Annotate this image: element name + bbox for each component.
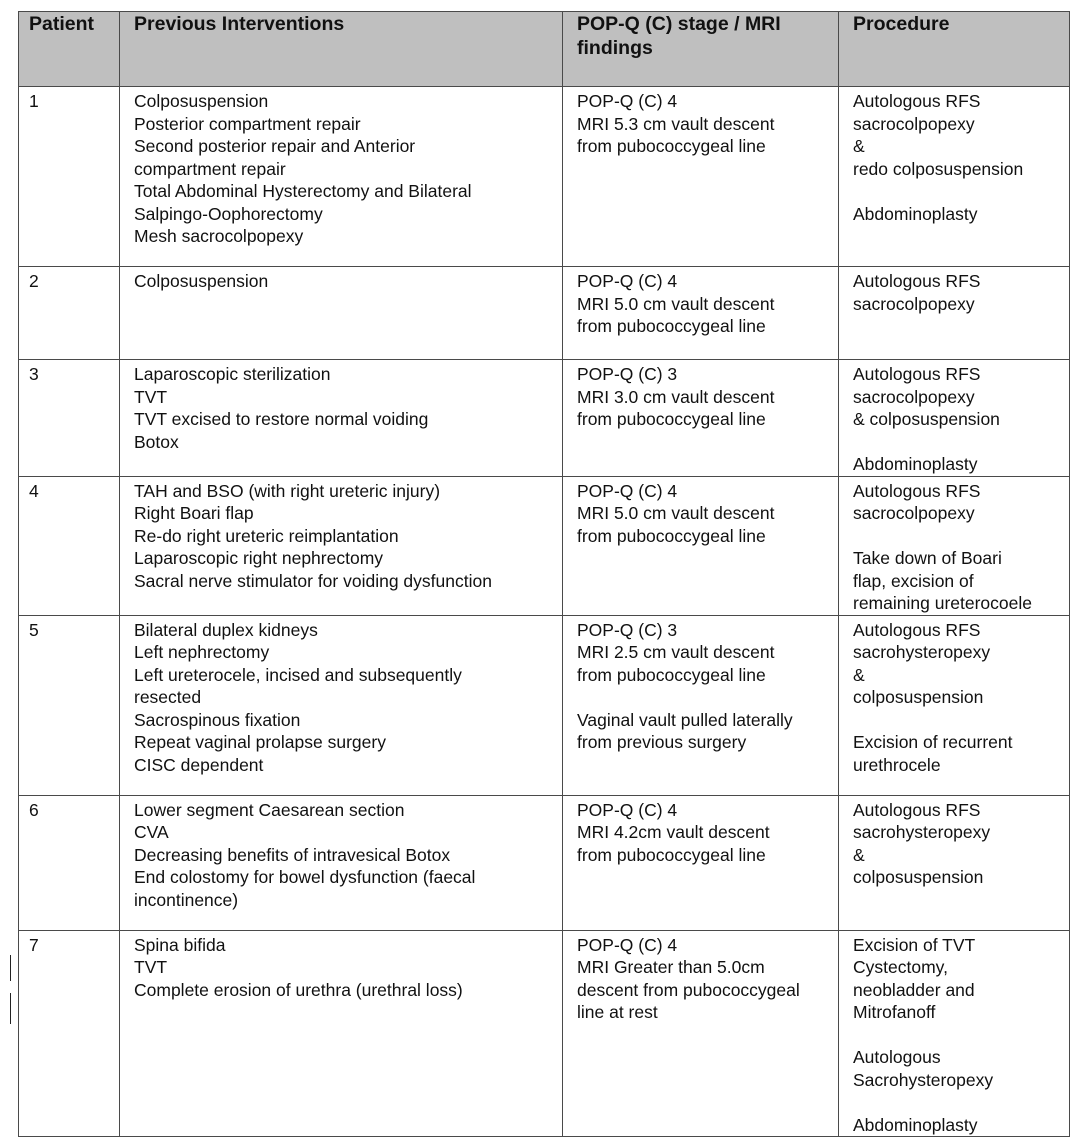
findings-cell xyxy=(563,87,839,267)
blank-line xyxy=(853,1024,1063,1047)
procedure-cell xyxy=(839,360,1070,477)
margin-mark xyxy=(10,955,11,981)
finding-line: MRI 4.2cm vault descent xyxy=(577,822,770,842)
finding-line: from pubococcygeal line xyxy=(577,316,766,336)
blank-line xyxy=(853,525,1063,548)
table-row xyxy=(19,476,1070,615)
finding-line: Vaginal vault pulled laterally xyxy=(577,709,793,730)
findings-cell xyxy=(563,267,839,360)
blank-line xyxy=(853,1091,1063,1114)
finding-line: MRI Greater than 5.0cm xyxy=(577,957,765,977)
patient-number-cell: 1 xyxy=(19,87,120,267)
procedure-line: colposuspension xyxy=(853,687,984,707)
procedure-line: & xyxy=(853,664,865,685)
procedure-line: Autologous RFS xyxy=(853,364,981,384)
blank-line xyxy=(577,686,832,709)
intervention-line: TVT xyxy=(134,957,168,977)
intervention-line: TVT excised to restore normal voiding xyxy=(134,409,429,429)
intervention-line: CVA xyxy=(134,822,169,842)
procedure-line: sacrocolpopexy xyxy=(853,386,975,407)
procedure-line: Excision of TVT xyxy=(853,934,976,955)
intervention-line: TAH and BSO (with right ureteric injury) xyxy=(134,480,441,501)
header-patient: Patient xyxy=(19,12,120,87)
intervention-line: Botox xyxy=(134,431,179,452)
procedure-line: & xyxy=(853,844,865,865)
procedure-line: Autologous RFS xyxy=(853,799,981,820)
procedure-line: sacrohysteropexy xyxy=(853,642,991,662)
finding-line: line at rest xyxy=(577,1002,658,1022)
finding-line: MRI 5.3 cm vault descent xyxy=(577,113,775,134)
interventions-cell xyxy=(120,615,563,795)
patient-number-cell: 5 xyxy=(19,615,120,795)
procedure-line: urethrocele xyxy=(853,754,941,775)
procedure-line: Autologous RFS xyxy=(853,480,981,501)
procedure-line: Autologous RFS xyxy=(853,619,981,640)
procedure-cell xyxy=(839,795,1070,930)
patient-number-cell: 4 xyxy=(19,476,120,615)
findings-cell xyxy=(563,795,839,930)
intervention-line: Spina bifida xyxy=(134,934,226,955)
procedure-line: remaining ureterocoele xyxy=(853,593,1032,613)
intervention-line: Left ureterocele, incised and subsequently xyxy=(134,664,462,685)
intervention-line: Colposuspension xyxy=(134,91,269,111)
intervention-line: Laparoscopic sterilization xyxy=(134,364,331,384)
interventions-cell xyxy=(120,476,563,615)
procedure-line: Abdominoplasty xyxy=(853,1114,978,1135)
patient-number-cell: 3 xyxy=(19,360,120,477)
patient-number-cell: 6 xyxy=(19,795,120,930)
patients-table xyxy=(18,11,1070,1137)
intervention-line: Colposuspension xyxy=(134,271,269,291)
intervention-line: Sacrospinous fixation xyxy=(134,709,301,730)
procedure-line: colposuspension xyxy=(853,867,984,887)
patient-number-cell: 2 xyxy=(19,267,120,360)
procedure-cell xyxy=(839,930,1070,1137)
intervention-line: CISC dependent xyxy=(134,754,264,775)
procedure-line: & colposuspension xyxy=(853,409,1000,429)
procedure-line: Mitrofanoff xyxy=(853,1002,936,1022)
procedure-line: Excision of recurrent xyxy=(853,732,1013,752)
table-row xyxy=(19,87,1070,267)
procedure-line: Cystectomy, xyxy=(853,957,948,977)
intervention-line: Bilateral duplex kidneys xyxy=(134,619,318,640)
finding-line: from pubococcygeal line xyxy=(577,409,766,429)
procedure-line: sacrocolpopexy xyxy=(853,503,975,523)
interventions-cell xyxy=(120,87,563,267)
table-row xyxy=(19,930,1070,1137)
findings-cell xyxy=(563,360,839,477)
procedure-cell xyxy=(839,615,1070,795)
intervention-line: Laparoscopic right nephrectomy xyxy=(134,548,384,568)
finding-line: descent from pubococcygeal xyxy=(577,979,800,1000)
intervention-line: Left nephrectomy xyxy=(134,642,270,662)
header-popq-mri-findings: POP-Q (C) stage / MRI findings xyxy=(563,12,839,87)
interventions-cell xyxy=(120,267,563,360)
finding-line: from previous surgery xyxy=(577,732,747,752)
procedure-line: neobladder and xyxy=(853,979,975,1000)
intervention-line: Posterior compartment repair xyxy=(134,113,361,134)
table-row xyxy=(19,615,1070,795)
intervention-line: compartment repair xyxy=(134,158,286,179)
header-row xyxy=(19,12,1070,87)
finding-line: POP-Q (C) 4 xyxy=(577,799,678,820)
finding-line: MRI 5.0 cm vault descent xyxy=(577,293,775,314)
blank-line xyxy=(853,431,1063,454)
procedure-line: Autologous RFS xyxy=(853,271,981,291)
finding-line: POP-Q (C) 4 xyxy=(577,934,678,955)
procedure-line: flap, excision of xyxy=(853,570,974,591)
table-row xyxy=(19,267,1070,360)
finding-line: POP-Q (C) 4 xyxy=(577,271,678,291)
intervention-line: Sacral nerve stimulator for voiding dysfunction xyxy=(134,570,492,591)
procedure-line: Autologous xyxy=(853,1047,941,1067)
intervention-line: Re-do right ureteric reimplantation xyxy=(134,525,399,546)
procedure-line: & xyxy=(853,136,865,156)
procedure-line: sacrocolpopexy xyxy=(853,113,975,134)
intervention-line: Right Boari flap xyxy=(134,503,254,523)
header-procedure: Procedure xyxy=(839,12,1070,87)
table-row xyxy=(19,795,1070,930)
finding-line: POP-Q (C) 3 xyxy=(577,619,678,640)
interventions-cell xyxy=(120,930,563,1137)
procedure-line: Take down of Boari xyxy=(853,548,1002,568)
header-previous-interventions: Previous Interventions xyxy=(120,12,563,87)
intervention-line: Second posterior repair and Anterior xyxy=(134,136,416,156)
findings-cell xyxy=(563,476,839,615)
finding-line: POP-Q (C) 4 xyxy=(577,91,678,111)
finding-line: from pubococcygeal line xyxy=(577,844,766,865)
margin-mark xyxy=(10,993,11,1024)
procedure-line: redo colposuspension xyxy=(853,158,1024,179)
procedure-cell xyxy=(839,267,1070,360)
procedure-cell xyxy=(839,87,1070,267)
procedure-line: sacrohysteropexy xyxy=(853,822,991,842)
findings-cell xyxy=(563,615,839,795)
procedure-line: Autologous RFS xyxy=(853,91,981,111)
interventions-cell xyxy=(120,795,563,930)
procedure-cell xyxy=(839,476,1070,615)
procedure-line: Abdominoplasty xyxy=(853,203,978,224)
intervention-line: resected xyxy=(134,687,202,707)
finding-line: POP-Q (C) 4 xyxy=(577,480,678,501)
intervention-line: incontinence) xyxy=(134,889,239,910)
intervention-line: Total Abdominal Hysterectomy and Bilateral xyxy=(134,181,472,201)
procedure-line: Abdominoplasty xyxy=(853,454,978,474)
finding-line: POP-Q (C) 3 xyxy=(577,364,678,384)
finding-line: MRI 5.0 cm vault descent xyxy=(577,503,775,523)
patient-number-cell: 7 xyxy=(19,930,120,1137)
intervention-line: Repeat vaginal prolapse surgery xyxy=(134,732,386,752)
intervention-line: Complete erosion of urethra (urethral loss) xyxy=(134,979,463,1000)
intervention-line: Lower segment Caesarean section xyxy=(134,799,405,820)
interventions-cell xyxy=(120,360,563,477)
finding-line: MRI 2.5 cm vault descent xyxy=(577,642,775,662)
findings-cell xyxy=(563,930,839,1137)
blank-line xyxy=(853,180,1063,203)
intervention-line: Decreasing benefits of intravesical Botox xyxy=(134,844,451,865)
finding-line: MRI 3.0 cm vault descent xyxy=(577,386,775,407)
procedure-line: sacrocolpopexy xyxy=(853,293,975,314)
procedure-line: Sacrohysteropexy xyxy=(853,1069,994,1090)
intervention-line: TVT xyxy=(134,386,168,407)
table-row xyxy=(19,360,1070,477)
finding-line: from pubococcygeal line xyxy=(577,525,766,546)
intervention-line: Mesh sacrocolpopexy xyxy=(134,226,304,246)
intervention-line: Salpingo-Oophorectomy xyxy=(134,203,323,224)
finding-line: from pubococcygeal line xyxy=(577,136,766,156)
blank-line xyxy=(853,709,1063,732)
intervention-line: End colostomy for bowel dysfunction (faecal xyxy=(134,867,476,887)
finding-line: from pubococcygeal line xyxy=(577,664,766,685)
